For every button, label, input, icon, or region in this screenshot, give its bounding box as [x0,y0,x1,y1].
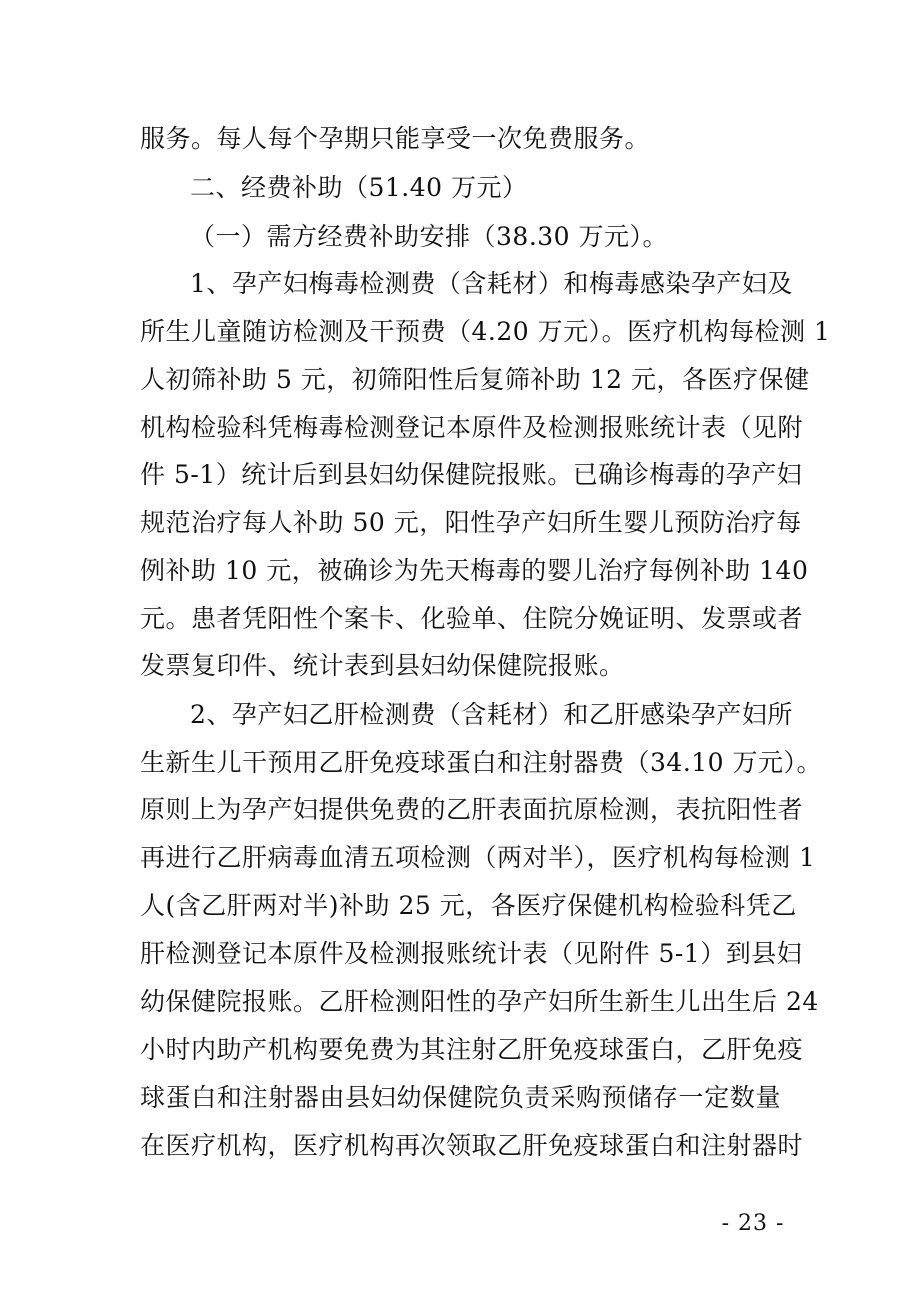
paragraph-line-15: 原则上为孕产妇提供免费的乙肝表面抗原检测，表抗阳性者 [140,795,804,824]
paragraph-line-7: 机构检验科凭梅毒检测登记本原件及检测报账统计表（见附 [140,413,804,442]
paragraph-line-20: 小时内助产机构要免费为其注射乙肝免疫球蛋白，乙肝免疫 [140,1035,804,1064]
paragraph-line-21: 球蛋白和注射器由县妇幼保健院负责采购预储存一定数量 [140,1083,781,1112]
paragraph-line-10: 例补助 10 元，被确诊为先天梅毒的婴儿治疗每例补助 140 [140,556,809,585]
paragraph-line-8: 件 5-1）统计后到县妇幼保健院报账。已确诊梅毒的孕产妇 [140,460,803,489]
paragraph-line-6: 人初筛补助 5 元，初筛阳性后复筛补助 12 元，各医疗保健 [140,365,810,394]
subsection-heading-demand: （一）需方经费补助安排（38.30 万元）。 [190,222,669,251]
paragraph-line-11: 元。患者凭阳性个案卡、化验单、住院分娩证明、发票或者 [140,604,804,633]
paragraph-line-22: 在医疗机构，医疗机构再次领取乙肝免疫球蛋白和注射器时 [140,1131,804,1160]
paragraph-line-4: 1、孕产妇梅毒检测费（含耗材）和梅毒感染孕产妇及 [190,269,793,298]
paragraph-line-13: 2、孕产妇乙肝检测费（含耗材）和乙肝感染孕产妇所 [190,700,793,729]
paragraph-line-5: 所生儿童随访检测及干预费（4.20 万元）。医疗机构每检测 1 [140,317,831,346]
paragraph-line-17: 人(含乙肝两对半)补助 25 元，各医疗保健机构检验科凭乙 [140,891,797,920]
paragraph-line-18: 肝检测登记本原件及检测报账统计表（见附件 5-1）到县妇 [140,939,803,968]
page-number: - 23 - [721,1211,785,1236]
paragraph-line-16: 再进行乙肝病毒血清五项检测（两对半），医疗机构每检测 1 [140,843,816,872]
paragraph-line-14: 生新生儿干预用乙肝免疫球蛋白和注射器费（34.10 万元）。 [140,748,823,777]
paragraph-line-1: 服务。每人每个孕期只能享受一次免费服务。 [140,124,651,153]
paragraph-line-9: 规范治疗每人补助 50 元，阳性孕产妇所生婴儿预防治疗每 [140,508,802,537]
paragraph-line-12: 发票复印件、统计表到县妇幼保健院报账。 [140,651,625,680]
paragraph-line-19: 幼保健院报账。乙肝检测阳性的孕产妇所生新生儿出生后 24 [140,987,819,1016]
section-heading-funding: 二、经费补助（51.40 万元） [190,173,528,202]
